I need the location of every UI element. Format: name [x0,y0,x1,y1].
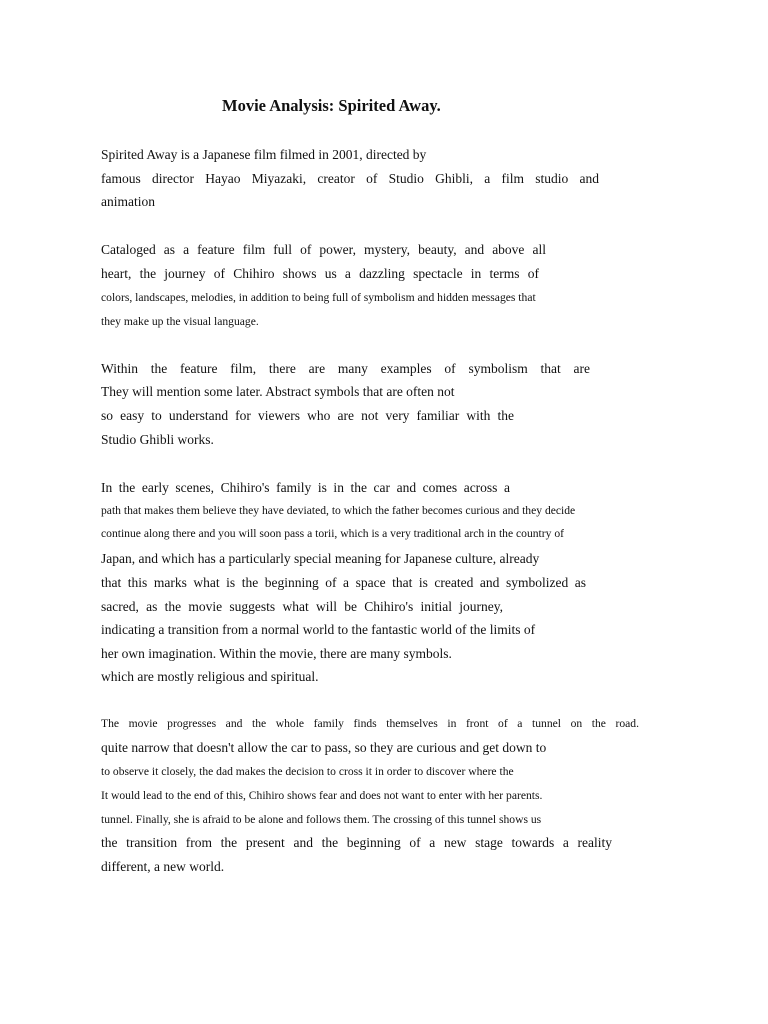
paragraph-4-line-5: that this marks what is the beginning of a space that is created and symbolized as [101,575,586,590]
paragraph-5-line-4: It would lead to the end of this, Chihiro shows fear and does not want to enter with her parents. [101,789,543,802]
paragraph-4-line-3: continue along there and you will soon pass a torii, which is a very traditional arch in the country of [101,527,564,540]
paragraph-1-line-3: animation [101,194,155,209]
paragraph-3-line-2: They will mention some later. Abstract symbols that are often not [101,384,455,399]
paragraph-5-line-3: to observe it closely, the dad makes the decision to cross it in order to discover where the [101,765,514,778]
paragraph-2-line-4: they make up the visual language. [101,315,259,328]
paragraph-2-line-3: colors, landscapes, melodies, in addition to being full of symbolism and hidden messages that [101,291,536,304]
paragraph-5-line-1: The movie progresses and the whole family finds themselves in front of a tunnel on the road. [101,717,639,730]
paragraph-4-line-1: In the early scenes, Chihiro's family is in the car and comes across a [101,480,510,495]
paragraph-5-line-7: different, a new world. [101,859,225,874]
paragraph-4-line-7: indicating a transition from a normal world to the fantastic world of the limits of [101,622,536,637]
paragraph-2-line-1: Cataloged as a feature film full of power, mystery, beauty, and above all [101,242,546,257]
paragraph-5-line-2: quite narrow that doesn't allow the car to pass, so they are curious and get down to [101,740,547,755]
paragraph-1-line-1: Spirited Away is a Japanese film filmed in 2001, directed by [101,147,427,162]
paragraph-2-line-2: heart, the journey of Chihiro shows us a dazzling spectacle in terms of [101,266,539,281]
paragraph-4-line-2: path that makes them believe they have deviated, to which the father becomes curious and they decide [101,504,576,517]
paragraph-1-line-2: famous director Hayao Miyazaki, creator of Studio Ghibli, a film studio and [101,171,599,186]
paragraph-4-line-8: her own imagination. Within the movie, there are many symbols. [101,646,452,661]
paragraph-4-line-6: sacred, as the movie suggests what will be Chihiro's initial journey, [101,599,503,614]
document-title: Movie Analysis: Spirited Away. [222,96,441,115]
paragraph-4-line-9: which are mostly religious and spiritual. [101,669,319,684]
paragraph-5-line-5: tunnel. Finally, she is afraid to be alone and follows them. The crossing of this tunnel shows us [101,813,542,826]
paragraph-3-line-4: Studio Ghibli works. [101,432,214,447]
paragraph-3-line-1: Within the feature film, there are many examples of symbolism that are [101,361,590,376]
paragraph-5-line-6: the transition from the present and the beginning of a new stage towards a reality [101,835,612,850]
paragraph-3-line-3: so easy to understand for viewers who are not very familiar with the [101,408,514,423]
paragraph-4-line-4: Japan, and which has a particularly special meaning for Japanese culture, already [101,551,540,566]
